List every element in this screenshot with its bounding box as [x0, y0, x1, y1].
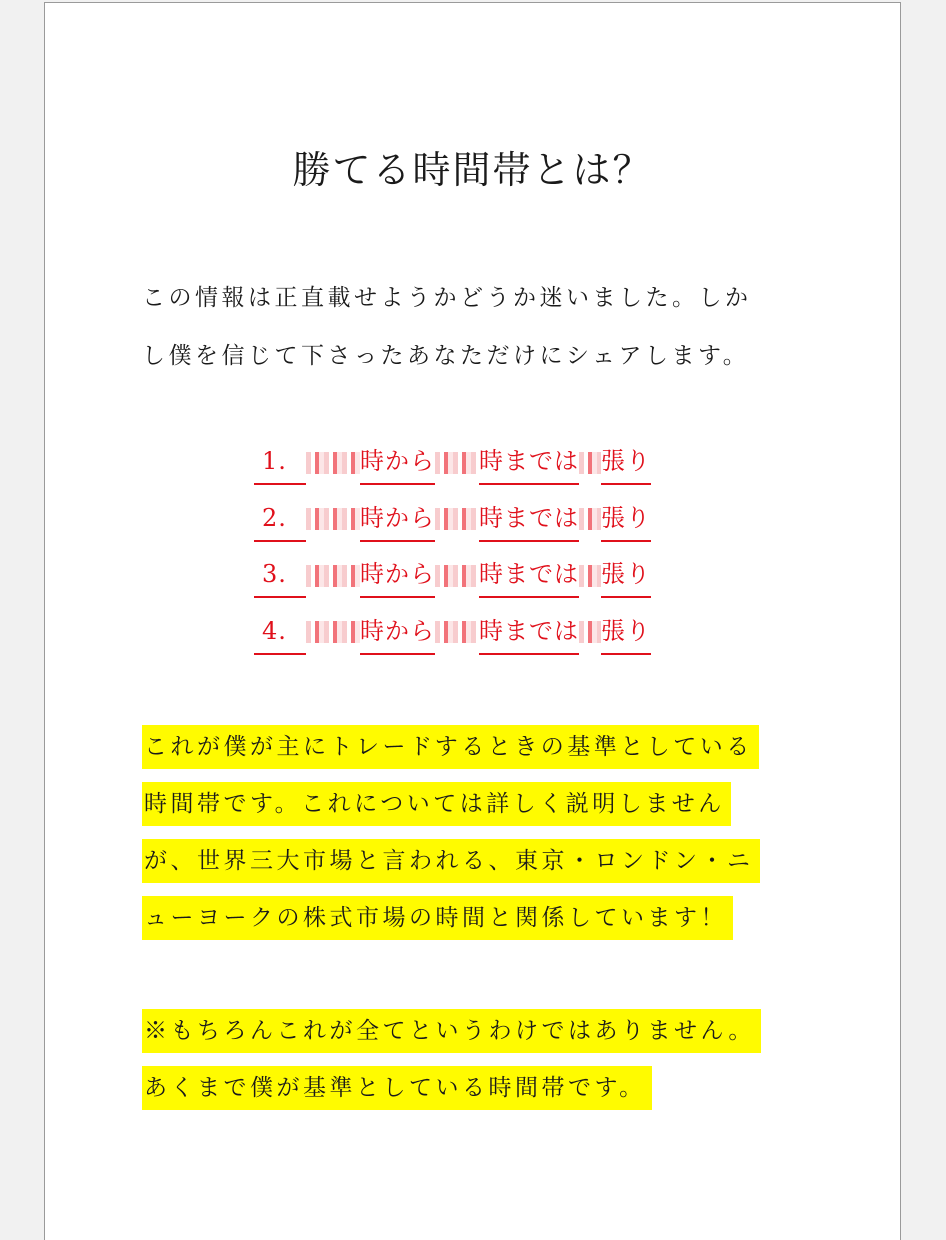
- redacted-end-hour: [435, 565, 479, 587]
- rule-from-text: 時から: [360, 439, 435, 485]
- time-rule-1: [254, 439, 714, 496]
- rule-to-text: 時までは: [479, 552, 579, 598]
- note-line: [142, 1003, 812, 1060]
- redacted-start-hour: [306, 452, 360, 474]
- rule-number: 1.: [254, 439, 306, 485]
- highlighted-text: 時間帯です。これについては詳しく説明しません: [142, 782, 731, 826]
- highlighted-text: が、世界三大市場と言われる、東京・ロンドン・ニ: [142, 839, 760, 883]
- highlighted-text: ューヨークの株式市場の時間と関係しています！: [142, 896, 733, 940]
- rule-from-text: 時から: [360, 552, 435, 598]
- rule-to-text: 時までは: [479, 496, 579, 542]
- explanation-paragraph: [142, 719, 812, 947]
- rule-to-text: 時までは: [479, 439, 579, 485]
- explanation-line: [142, 776, 812, 833]
- highlighted-text: あくまで僕が基準としている時間帯です。: [142, 1066, 652, 1110]
- redacted-end-hour: [435, 452, 479, 474]
- rule-action-text: 張り: [601, 609, 651, 655]
- redacted-direction: [579, 621, 601, 643]
- rule-from-text: 時から: [360, 496, 435, 542]
- explanation-line: [142, 833, 812, 890]
- redacted-direction: [579, 508, 601, 530]
- page-title: 勝てる時間帯とは？: [292, 148, 653, 192]
- redacted-direction: [579, 565, 601, 587]
- intro-line: し僕を信じて下さったあなただけにシェアします。: [142, 343, 750, 369]
- redacted-start-hour: [306, 621, 360, 643]
- document-page: [44, 2, 901, 1240]
- time-rule-2: [254, 496, 714, 553]
- note-line: [142, 1060, 812, 1117]
- explanation-line: [142, 890, 812, 947]
- rule-number: 4.: [254, 609, 306, 655]
- rule-action-text: 張り: [601, 496, 651, 542]
- rule-from-text: 時から: [360, 609, 435, 655]
- intro-line: この情報は正直載せようかどうか迷いました。しか: [142, 285, 752, 311]
- redacted-end-hour: [435, 621, 479, 643]
- time-rule-3: [254, 552, 714, 609]
- redacted-start-hour: [306, 565, 360, 587]
- redacted-start-hour: [306, 508, 360, 530]
- explanation-line: [142, 719, 812, 776]
- note-paragraph: [142, 1003, 812, 1117]
- rule-action-text: 張り: [601, 439, 651, 485]
- rule-action-text: 張り: [601, 552, 651, 598]
- rule-to-text: 時までは: [479, 609, 579, 655]
- time-rules-list: [254, 439, 714, 665]
- highlighted-text: これが僕が主にトレードするときの基準としている: [142, 725, 759, 769]
- rule-number: 2.: [254, 496, 306, 542]
- redacted-direction: [579, 452, 601, 474]
- intro-paragraph: [142, 269, 802, 385]
- highlighted-text: ※もちろんこれが全てというわけではありません。: [142, 1009, 761, 1053]
- rule-number: 3.: [254, 552, 306, 598]
- time-rule-4: [254, 609, 714, 666]
- redacted-end-hour: [435, 508, 479, 530]
